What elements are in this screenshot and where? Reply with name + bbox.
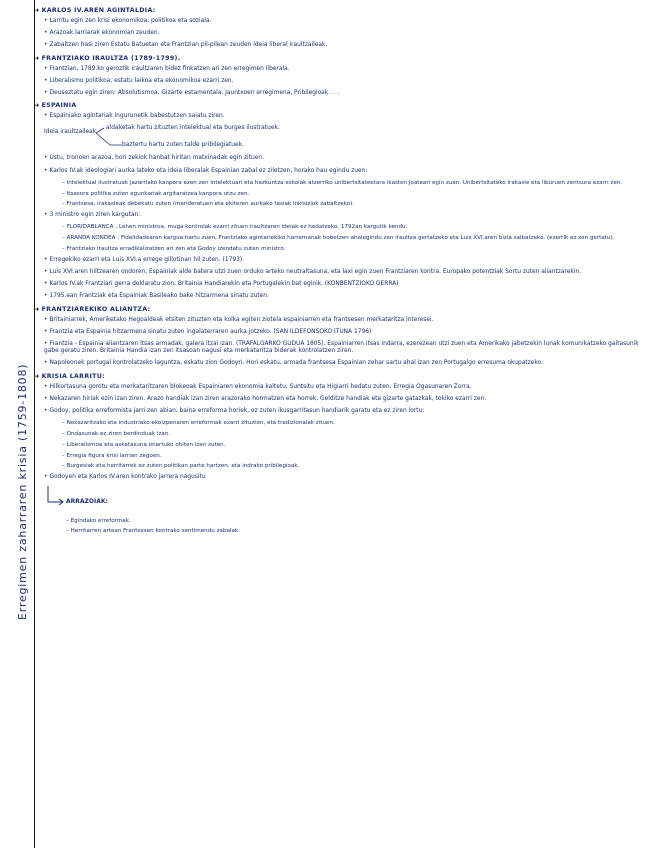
note-item: • Luis XVI.aren hiltzearen ondoren, Espainiak alde batera utzi zuen orduko arteko neutraltasuna, eta laxi egin zuen Frantziaren kontra. Europako potentziak Sortu zuten aliantzarekin. — [44, 269, 652, 276]
note-item: • 1795.ean Frantziak eta Espainiak Basileako bake hitzarmena sinatu zuten. — [44, 293, 652, 300]
note-item: • Zabaltzen hasi ziren Estatu Batuetan eta Frantzian pil-pilean zeuden ideia liberal iraultzaileak. — [44, 42, 652, 49]
section-heading-frantziako-iraultza: ➜ FRANTZIAKO IRAULTZA (1789-1799). — [34, 54, 181, 62]
ministers-title: • 3 ministro egin ziren kargutan: — [44, 212, 652, 219]
note-item: • Hilkortasuna gorotu eta merkataritzaren blokeoak Espainiaren ekonomia kaltetu, Suntsitu eta Higiarri hedatu zuten. Erregia Ogasunaren Zorra. — [44, 384, 652, 391]
arrazoiak-block — [44, 486, 652, 518]
note-subitem: – Frantsesa, irakasleak debekatu zuten (menderatuen eta ekiteren aurkako tesiak inkisiziok zabaltzeko). — [62, 201, 652, 208]
minister-item: – ARANDA KONDEA : Fidelidadearen kargua hartu zuen, Frantziako agintariekiko harremanak hobetzen ahalegindu zen iraultza gertatzeko eta Luis XVI.aren bizia salbatzeko. (ezerrik ez zen gertatu). — [62, 235, 652, 242]
note-item: • Karlos IV.ak ideologiari aurka lateko eta ideia liberalak Espainian zabal ez ziletzen, horako hau egindu zuen: — [44, 168, 652, 175]
arrazoiak-item: – Herritarren artean Frantsesen kontrako sentimendu zabalak. — [66, 528, 652, 535]
minister-item: – FLORIDABLANCA : Lehen ministroa, muga kontrolak ezarri zituen iraultzaren ideiak ez hedatzeko, 1792an kargutik kendu. — [62, 224, 652, 231]
note-subitem: – Erregia figura krisi larrian zegoen. — [62, 453, 652, 460]
section-heading-karlos: ➜ KARLOS IV.AREN AGINTALDIA: — [34, 7, 156, 14]
ideia-branch-2: baztertu hartu zuten talde pribilegiatuek. — [122, 142, 244, 149]
section-heading-krisia-larritu: ➜ KRISIA LARRITU: — [34, 372, 105, 380]
note-subitem: – Liberalismoa eta askatasuna onartuko ohiten izan zuten. — [62, 442, 652, 449]
arrow-icon: ➜ — [34, 102, 40, 110]
arrazoiak-item: – Egindako erreformak. — [66, 518, 652, 525]
note-item: • Nekazaren hiriak ezin izan ziren. Arazo handiak izan ziren arazorako hormatzen eta horrek, Gelditze handiak eta gizarte gatazkak, tokiko ezarri zen. — [44, 396, 652, 403]
note-item: • Karlos IV.ak Frantziari gerra deklaratu zion, Britainia Handiarekin eta Portugalekin bat eginik. (KONBENTZIOKO GERRA) — [44, 281, 652, 288]
note-subitem: – Nekazaritzako eta industriako ekoizpenaren erreformak ezarri zituzten, eta tradizionalak zituen. — [62, 420, 652, 427]
arrazoiak-label: ARRAZOIAK: — [66, 498, 108, 506]
note-subitem: – Burgesiak eta herritarrek ez zuten politikan parte hartzen, eta indrako pribilegioak. — [62, 463, 652, 470]
corner-arrow-icon — [44, 486, 68, 510]
arrow-icon: ➜ — [34, 305, 40, 313]
note-item: • Godoy, politika erreformista jarri zen abian, baina erreforma horiek, ez zuten ikusgarritasun handiarik garatu eta ez ziren lortu: — [44, 408, 652, 415]
ideia-label: Ideia iraultzaileak — [44, 129, 97, 136]
note-item: • Godoyen eta Karlos IV.aren kontrako jarrera nagusitu — [44, 474, 652, 481]
note-subitem: – Intelektual ilustratuak jazarriako kanpora ezen zen intelektuari eta hezkuntza eskolak atzerriko unibertsitateetara ikasten joateari egin zuen. Unibertsitateko irakasle eta liburuen zentsura ezarri zen. — [62, 180, 652, 187]
note-item: • Deuseztatu egin ziren: Absolutismoa, Gizarte estamentala, Jauntxoen erregimena, Pribilegioak . . . — [44, 90, 652, 97]
note-item: • Britainiarrek, Ameriketako Hegoaldeak etsiten zituzten eta kolka egiten ziotela espainiarren eta frantsesen merkataritza interesei. — [44, 317, 652, 324]
minister-item: – Frantziako iraultza erradikalizatzen ari zen eta Godoy izendatu zuten ministro. — [62, 246, 652, 253]
note-item: • Liberalismo politikoa, estatu laikoa eta ekonomikoa ezarri zen. — [44, 78, 652, 85]
section-heading-espainia: ➜ ESPAINIA — [34, 102, 77, 110]
note-item: • Arazoak larriarak ekonomian zeuden. — [44, 30, 652, 37]
notes-content — [34, 3, 652, 538]
arrow-icon: ➜ — [34, 54, 40, 62]
note-item: • Larritu egin zen krisi ekonomikoa, politikoa eta soziala. — [44, 18, 652, 25]
note-item: • Frantzia - Espainia aliantzaren itsas armadak, galera itzai izan. (TRAFALGARKO GUDUA 1805). Espainiarren itsas indarra, ezerezean utzi zuen eta Amerikako jabetzekin lunak komunikatzeko gaitasunik gabe geratu ziren. Britainia Handia izan zen itsasoan nagusi eta merkataritza biderak kontrolatzen ziren. — [44, 341, 652, 355]
section-heading-aliantza: ➜ FRANTZIAREKIKO ALIANTZA: — [34, 305, 151, 313]
note-item: • Espainiako agintariak ingurunetik babestutzen saiatu ziren. — [44, 113, 652, 120]
arrow-icon: ➜ — [34, 372, 40, 380]
ideia-branch-1: aldaketak hartu zituzten intelektual eta burges ilustratuek. — [106, 125, 280, 132]
arrow-icon: ➜ — [34, 7, 40, 14]
note-item: • Ustu, tronoen arazoa, hori zekiok hanbat hiritan matxinadak egin zituen. — [44, 155, 652, 162]
note-item: • Erregekiko ezarri eta Luis XVI.a errege gillotinan hil zuten. (1793). — [44, 257, 652, 264]
note-item: • Napoleonek portugal kontrolatzeko laguntza, eskatu zion Godoyri. Hori eskatu, armada frantsesa Espainian zehar sartu ahal izan zen Portugalgo erresuma okupatzeko. — [44, 360, 652, 367]
note-item: • Frantzia eta Espainia hitzarmena sinatu zuten ingalaterraren aurka jotzeko. (SAN ILDEFONSOKO ITUNA 1796) — [44, 329, 652, 336]
note-subitem: – Itsasora politika zuten egunkariak argitaratzea kanpora utzu zen. — [62, 191, 652, 198]
side-title: Erregimen zaharraren krisia (1759-1808) — [16, 363, 29, 620]
ideia-branch-diagram — [44, 125, 652, 151]
note-item: • Frantzian, 1789.ko geroztik iraultzaren bidez finkatzen ari zen erregimen liberala. — [44, 66, 652, 73]
note-subitem: – Ondasunak ez ziren berdinduak izan. — [62, 431, 652, 438]
